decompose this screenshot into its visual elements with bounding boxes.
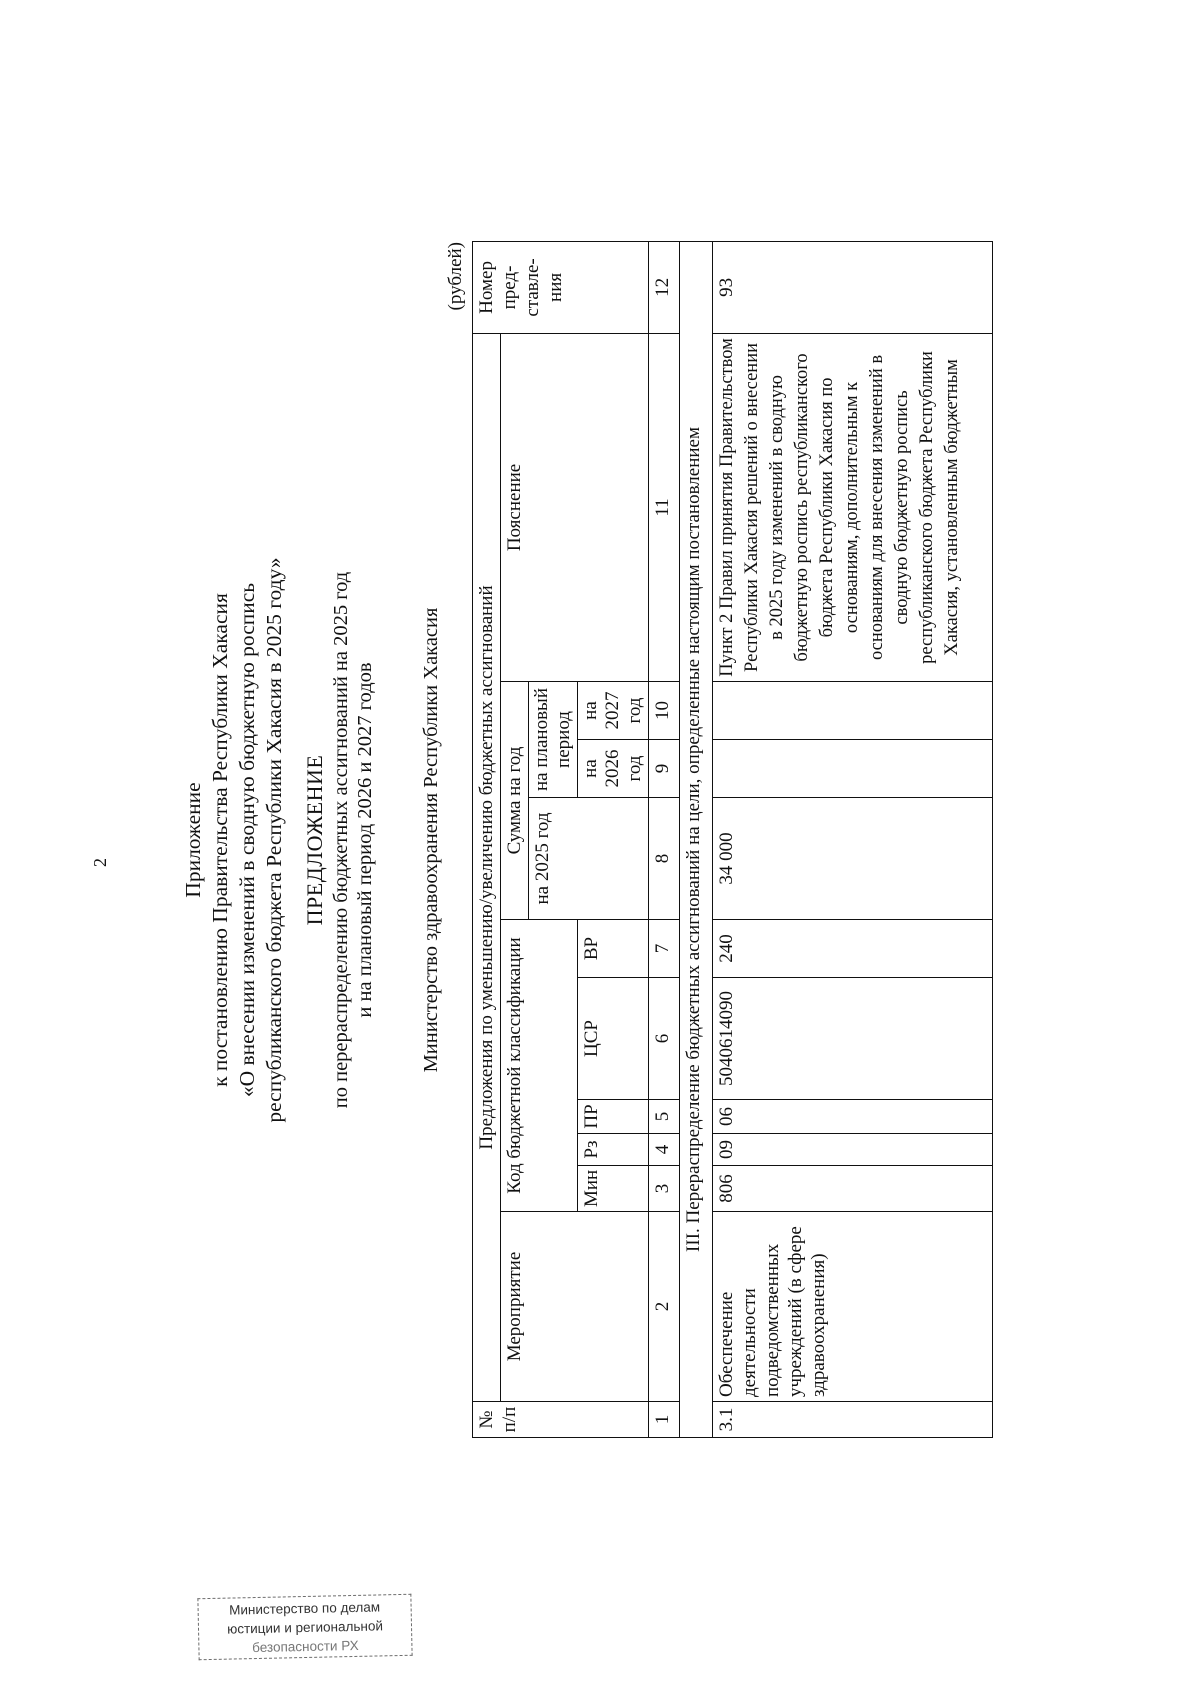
header-pr: ПР xyxy=(578,1100,649,1134)
header-sum: Сумма на год xyxy=(501,682,529,920)
header-rz: Рз xyxy=(578,1134,649,1166)
stamp-line-2: юстиции и региональной xyxy=(226,1618,384,1637)
row-2025: 34 000 xyxy=(713,798,993,920)
header-2026: на 2026 год xyxy=(578,740,649,798)
document-title: ПРЕДЛОЖЕНИЕ xyxy=(302,754,327,926)
budget-table xyxy=(472,241,993,1438)
row-min: 806 xyxy=(713,1166,993,1212)
col-number: 11 xyxy=(649,333,680,681)
header-planned-period: на плановый период xyxy=(529,682,578,798)
stamp-line-3: безопасности РХ xyxy=(252,1637,359,1656)
header-csr: ЦСР xyxy=(578,978,649,1100)
col-number: 10 xyxy=(649,682,680,740)
document-subtitle xyxy=(329,220,377,1460)
header-2027: на 2027 год xyxy=(578,682,649,740)
row-vr: 240 xyxy=(713,920,993,978)
row-csr: 5040614090 xyxy=(713,978,993,1100)
column-number-row xyxy=(649,241,680,1437)
row-rz: 09 xyxy=(713,1134,993,1166)
appendix-line-3: «О внесении изменений в сводную бюджетную роспись xyxy=(235,582,259,1098)
col-number: 7 xyxy=(649,920,680,978)
header-event: Мероприятие xyxy=(501,1212,649,1402)
header-budget-code: Код бюджетной классификации xyxy=(501,920,578,1212)
header-submission-number: Номер пред-ставле-ния xyxy=(473,241,649,333)
section-title: III. Перераспределение бюджетных ассигнований на цели, определенные настоящим постановлением xyxy=(680,241,713,1437)
units-label: (рублей) xyxy=(445,242,466,311)
header-proposals: Предложения по уменьшению/увеличению бюджетных ассигнований xyxy=(473,333,501,1401)
row-event: Обеспечение деятельности подведомственных учреждений (в сфере здравоохранения) xyxy=(713,1212,993,1402)
header-vr: ВР xyxy=(578,920,649,978)
appendix-line-4: республиканского бюджета Республики Хакасия в 2025 году» xyxy=(262,557,286,1123)
col-number: 12 xyxy=(649,241,680,333)
table-row xyxy=(713,241,993,1437)
col-number: 2 xyxy=(649,1212,680,1402)
registration-stamp xyxy=(197,1594,412,1660)
col-number: 6 xyxy=(649,978,680,1100)
row-pr: 06 xyxy=(713,1100,993,1134)
page-number: 2 xyxy=(90,858,110,867)
subtitle-line-1: по перераспределению бюджетных ассигнований на 2025 год xyxy=(330,571,352,1109)
stamp-line-1: Министерство по делам xyxy=(228,1599,381,1618)
row-explanation: Пункт 2 Правил принятия Правительством Республики Хакасия решений о внесении в 2025 году изменений в сводную бюджетную роспись республиканского бюджета Республики Хакасия по основаниям, дополнительным к основаниям для внесения изменений в сводную бюджетную роспись республиканского бюджета Республики Хакасия, установленным бюджетным xyxy=(713,333,993,681)
col-number: 8 xyxy=(649,798,680,920)
header-explanation: Пояснение xyxy=(501,333,649,681)
row-2027 xyxy=(713,682,993,740)
header-2025: на 2025 год xyxy=(529,798,649,920)
col-number: 5 xyxy=(649,1100,680,1134)
col-number: 1 xyxy=(649,1402,680,1438)
row-submission: 93 xyxy=(713,241,993,333)
appendix-line-1: Приложение xyxy=(181,782,205,898)
col-number: 9 xyxy=(649,740,680,798)
col-number: 3 xyxy=(649,1166,680,1212)
subtitle-line-2: и на плановый период 2026 и 2027 годов xyxy=(354,662,376,1018)
header-min: Мин xyxy=(578,1166,649,1212)
appendix-header xyxy=(180,220,288,1460)
appendix-line-2: к постановлению Правительства Республики Хакасия xyxy=(208,593,232,1087)
row-num: 3.1 xyxy=(713,1402,993,1438)
ministry-name: Министерство здравоохранения Республики Хакасия xyxy=(420,607,442,1073)
row-2026 xyxy=(713,740,993,798)
col-number: 4 xyxy=(649,1134,680,1166)
rotated-page-content xyxy=(180,220,1180,1460)
section-row xyxy=(680,241,713,1437)
header-num: № п/п xyxy=(473,1402,649,1438)
